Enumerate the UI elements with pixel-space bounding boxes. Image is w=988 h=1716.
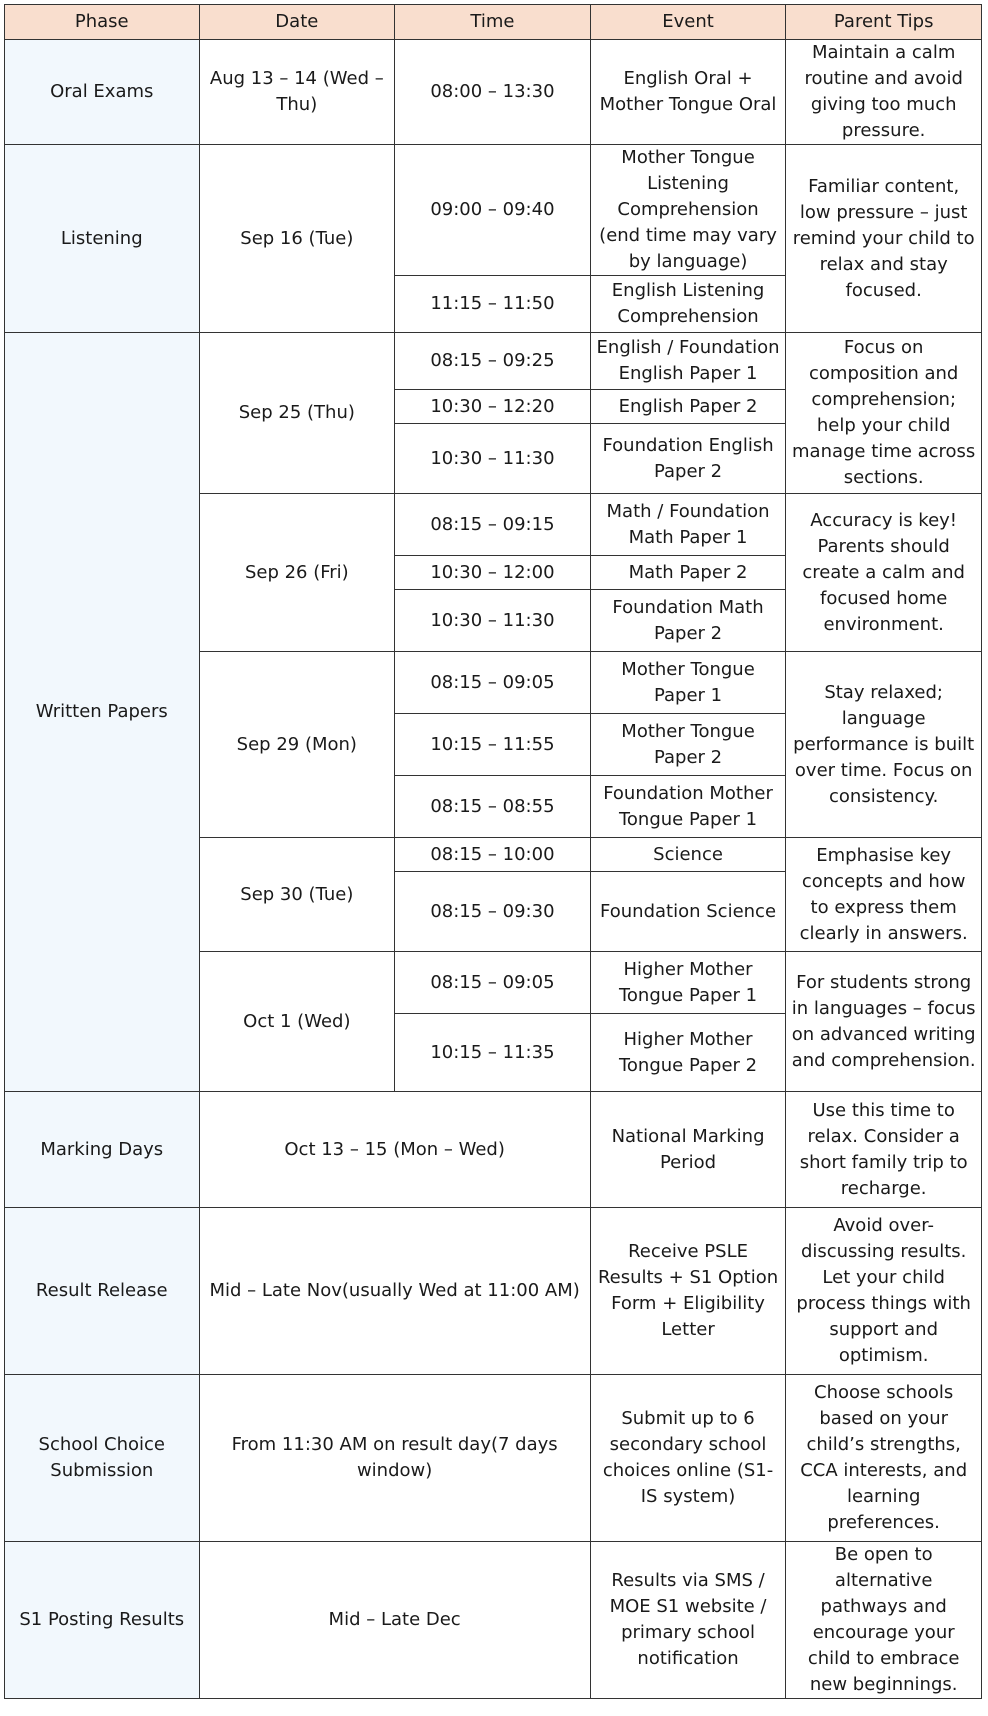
event-cell: Mother Tongue Paper 2 (590, 714, 786, 776)
psle-schedule-table (4, 4, 982, 1699)
schedule-table-wrapper (4, 4, 982, 1699)
header-date: Date (199, 5, 395, 40)
time-cell: 08:15 – 08:55 (395, 776, 591, 838)
tip-cell: For students strong in languages – focus on advanced writing and comprehension. (786, 952, 982, 1092)
tip-cell: Stay relaxed; language performance is built over time. Focus on consistency. (786, 652, 982, 838)
event-cell: English Oral + Mother Tongue Oral (590, 40, 786, 145)
event-cell: Higher Mother Tongue Paper 1 (590, 952, 786, 1014)
tip-cell: Avoid over-discussing results. Let your child process things with support and optimism. (786, 1208, 982, 1375)
phase-cell: Oral Exams (5, 40, 200, 145)
event-cell: Science (590, 838, 786, 872)
event-cell: Math / Foundation Math Paper 1 (590, 494, 786, 556)
time-cell: 10:15 – 11:35 (395, 1014, 591, 1092)
event-cell: English / Foundation English Paper 1 (590, 333, 786, 390)
phase-cell: Marking Days (5, 1092, 200, 1208)
time-cell: 08:15 – 10:00 (395, 838, 591, 872)
date-time-cell: From 11:30 AM on result day(7 days window) (199, 1375, 590, 1542)
date-cell: Oct 1 (Wed) (199, 952, 395, 1092)
date-time-cell: Mid – Late Nov(usually Wed at 11:00 AM) (199, 1208, 590, 1375)
event-cell: Receive PSLE Results + S1 Option Form + Eligibility Letter (590, 1208, 786, 1375)
header-phase: Phase (5, 5, 200, 40)
date-cell: Aug 13 – 14 (Wed – Thu) (199, 40, 395, 145)
tip-cell: Accuracy is key! Parents should create a calm and focused home environment. (786, 494, 982, 652)
table-row (5, 145, 982, 276)
event-cell: English Paper 2 (590, 390, 786, 424)
table-row (5, 1542, 982, 1699)
event-cell: Submit up to 6 secondary school choices online (S1-IS system) (590, 1375, 786, 1542)
time-cell: 08:15 – 09:05 (395, 952, 591, 1014)
date-time-cell: Oct 13 – 15 (Mon – Wed) (199, 1092, 590, 1208)
table-row (5, 1092, 982, 1208)
time-cell: 10:30 – 11:30 (395, 424, 591, 494)
phase-cell: Written Papers (5, 333, 200, 1092)
tip-cell: Emphasise key concepts and how to express them clearly in answers. (786, 838, 982, 952)
header-time: Time (395, 5, 591, 40)
date-cell: Sep 26 (Fri) (199, 494, 395, 652)
table-row (5, 40, 982, 145)
time-cell: 10:30 – 12:00 (395, 556, 591, 590)
event-cell: Mother Tongue Listening Comprehension (end time may vary by language) (590, 145, 786, 276)
tip-cell: Familiar content, low pressure – just remind your child to relax and stay focused. (786, 145, 982, 333)
date-cell: Sep 25 (Thu) (199, 333, 395, 494)
event-cell: National Marking Period (590, 1092, 786, 1208)
phase-cell: Result Release (5, 1208, 200, 1375)
event-cell: Results via SMS / MOE S1 website / primary school notification (590, 1542, 786, 1699)
time-cell: 10:15 – 11:55 (395, 714, 591, 776)
tip-cell: Choose schools based on your child’s strengths, CCA interests, and learning preferences. (786, 1375, 982, 1542)
date-cell: Sep 30 (Tue) (199, 838, 395, 952)
header-event: Event (590, 5, 786, 40)
date-cell: Sep 16 (Tue) (199, 145, 395, 333)
tip-cell: Be open to alternative pathways and encourage your child to embrace new beginnings. (786, 1542, 982, 1699)
tip-cell: Maintain a calm routine and avoid giving too much pressure. (786, 40, 982, 145)
time-cell: 10:30 – 12:20 (395, 390, 591, 424)
tip-cell: Focus on composition and comprehension; help your child manage time across sections. (786, 333, 982, 494)
time-cell: 10:30 – 11:30 (395, 590, 591, 652)
table-row (5, 1208, 982, 1375)
time-cell: 08:00 – 13:30 (395, 40, 591, 145)
time-cell: 11:15 – 11:50 (395, 276, 591, 333)
phase-cell: School Choice Submission (5, 1375, 200, 1542)
time-cell: 09:00 – 09:40 (395, 145, 591, 276)
event-cell: Mother Tongue Paper 1 (590, 652, 786, 714)
time-cell: 08:15 – 09:30 (395, 872, 591, 952)
header-row (5, 5, 982, 40)
event-cell: Foundation Mother Tongue Paper 1 (590, 776, 786, 838)
date-cell: Sep 29 (Mon) (199, 652, 395, 838)
event-cell: Foundation Math Paper 2 (590, 590, 786, 652)
phase-cell: Listening (5, 145, 200, 333)
table-row (5, 1375, 982, 1542)
event-cell: Higher Mother Tongue Paper 2 (590, 1014, 786, 1092)
header-parent-tips: Parent Tips (786, 5, 982, 40)
date-time-cell: Mid – Late Dec (199, 1542, 590, 1699)
event-cell: Foundation English Paper 2 (590, 424, 786, 494)
event-cell: Math Paper 2 (590, 556, 786, 590)
event-cell: English Listening Comprehension (590, 276, 786, 333)
time-cell: 08:15 – 09:25 (395, 333, 591, 390)
time-cell: 08:15 – 09:05 (395, 652, 591, 714)
event-cell: Foundation Science (590, 872, 786, 952)
phase-cell: S1 Posting Results (5, 1542, 200, 1699)
tip-cell: Use this time to relax. Consider a short family trip to recharge. (786, 1092, 982, 1208)
time-cell: 08:15 – 09:15 (395, 494, 591, 556)
table-row (5, 333, 982, 390)
